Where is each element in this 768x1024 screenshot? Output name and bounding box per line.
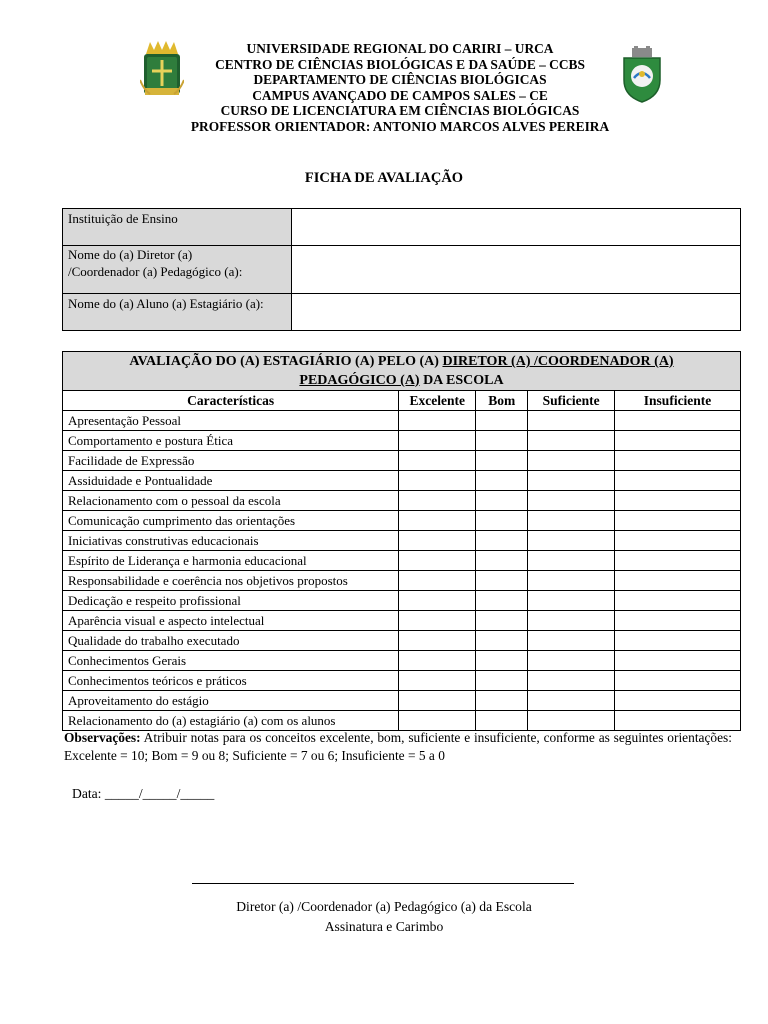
grade-cell-suficiente[interactable] [528,431,615,451]
characteristic-name: Facilidade de Expressão [63,451,399,471]
grade-cell-excelente[interactable] [399,551,476,571]
observations [64,729,732,765]
table-row [63,411,741,431]
signature-line [192,883,574,884]
table-row [63,711,741,731]
grade-cell-suficiente[interactable] [528,451,615,471]
grade-cell-bom[interactable] [476,591,528,611]
info-row-student [63,294,741,331]
grade-cell-bom[interactable] [476,451,528,471]
column-header-bom: Bom [476,391,528,411]
grade-cell-excelente[interactable] [399,671,476,691]
grade-cell-insuficiente[interactable] [615,711,741,731]
characteristic-name: Qualidade do trabalho executado [63,631,399,651]
grade-cell-bom[interactable] [476,631,528,651]
header-line: DEPARTAMENTO DE CIÊNCIAS BIOLÓGICAS [253,72,547,88]
date-line: Data: _____/_____/_____ [72,786,215,801]
characteristic-name: Responsabilidade e coerência nos objetivos propostos [63,571,399,591]
grade-cell-bom[interactable] [476,671,528,691]
characteristic-name: Conhecimentos teóricos e práticos [63,671,399,691]
evaluation-heading [63,352,741,391]
grade-cell-excelente[interactable] [399,591,476,611]
table-row [63,511,741,531]
column-header-excelente: Excelente [399,391,476,411]
info-row-director [63,246,741,294]
characteristic-name: Relacionamento do (a) estagiário (a) com os alunos [63,711,399,731]
characteristic-name: Apresentação Pessoal [63,411,399,431]
characteristic-name: Conhecimentos Gerais [63,651,399,671]
grade-cell-bom[interactable] [476,531,528,551]
ceara-state-seal-icon [620,46,664,104]
header-line: CAMPUS AVANÇADO DE CAMPOS SALES – CE [252,87,548,103]
grade-cell-excelente[interactable] [399,571,476,591]
grade-cell-suficiente[interactable] [528,631,615,651]
evaluation-heading-role: DIRETOR (A) /COORDENADOR (A) [442,354,674,369]
student-value[interactable] [292,294,741,331]
header-line: CENTRO DE CIÊNCIAS BIOLÓGICAS E DA SAÚDE – CCBS [215,56,585,72]
grade-cell-bom[interactable] [476,611,528,631]
evaluation-heading-tail: DA ESCOLA [419,373,504,388]
grade-cell-insuficiente[interactable] [615,511,741,531]
grade-cell-excelente[interactable] [399,451,476,471]
grade-cell-suficiente[interactable] [528,571,615,591]
column-header-row [63,391,741,411]
table-row [63,491,741,511]
grade-cell-insuficiente[interactable] [615,491,741,511]
institution-header [190,41,610,135]
grade-cell-insuficiente[interactable] [615,531,741,551]
table-row [63,531,741,551]
table-row [63,551,741,571]
table-row [63,471,741,491]
info-label: Nome do (a) Aluno (a) Estagiário (a): [63,294,292,331]
grade-cell-excelente[interactable] [399,431,476,451]
grade-cell-insuficiente[interactable] [615,691,741,711]
grade-cell-suficiente[interactable] [528,471,615,491]
grade-cell-insuficiente[interactable] [615,411,741,431]
table-row [63,671,741,691]
grade-cell-insuficiente[interactable] [615,631,741,651]
characteristic-name: Iniciativas construtivas educacionais [63,531,399,551]
grade-cell-bom[interactable] [476,571,528,591]
column-header-characteristics: Características [63,391,399,411]
table-row [63,431,741,451]
grade-cell-suficiente[interactable] [528,671,615,691]
director-value[interactable] [292,246,741,294]
grade-cell-suficiente[interactable] [528,551,615,571]
grade-cell-insuficiente[interactable] [615,611,741,631]
grade-cell-excelente[interactable] [399,531,476,551]
grade-cell-insuficiente[interactable] [615,431,741,451]
grade-cell-excelente[interactable] [399,511,476,531]
grade-cell-insuficiente[interactable] [615,651,741,671]
grade-cell-bom[interactable] [476,511,528,531]
grade-cell-insuficiente[interactable] [615,671,741,691]
grade-cell-suficiente[interactable] [528,651,615,671]
grade-cell-suficiente[interactable] [528,611,615,631]
grade-cell-suficiente[interactable] [528,491,615,511]
grade-cell-bom[interactable] [476,711,528,731]
info-label: Instituição de Ensino [63,209,292,246]
grade-cell-insuficiente[interactable] [615,451,741,471]
grade-cell-excelente[interactable] [399,651,476,671]
info-label-line: /Coordenador (a) Pedagógico (a): [68,264,243,279]
grade-cell-excelente[interactable] [399,471,476,491]
header-line: CURSO DE LICENCIATURA EM CIÊNCIAS BIOLÓGICAS [220,103,580,119]
signature-caption: Assinatura e Carimbo [324,919,444,934]
characteristic-name: Comunicação cumprimento das orientações [63,511,399,531]
grade-cell-suficiente[interactable] [528,711,615,731]
info-label [63,246,292,294]
characteristic-name: Assiduidade e Pontualidade [63,471,399,491]
info-fields-table [62,208,741,331]
grade-cell-excelente[interactable] [399,631,476,651]
table-row [63,451,741,471]
column-header-suficiente: Suficiente [528,391,615,411]
table-row [63,591,741,611]
document-title: FICHA DE AVALIAÇÃO [304,170,464,186]
grade-cell-bom[interactable] [476,411,528,431]
evaluation-heading-role2: PEDAGÓGICO (A) [299,373,420,388]
observations-label: Observações: [64,730,141,745]
urca-crest-icon [140,40,184,98]
header-line: UNIVERSIDADE REGIONAL DO CARIRI – URCA [246,41,554,56]
grade-cell-excelente[interactable] [399,411,476,431]
institution-value[interactable] [292,209,741,246]
grade-cell-excelente[interactable] [399,611,476,631]
grade-cell-suficiente[interactable] [528,511,615,531]
grade-cell-bom[interactable] [476,471,528,491]
grade-cell-bom[interactable] [476,651,528,671]
grade-cell-bom[interactable] [476,551,528,571]
info-row-institution [63,209,741,246]
characteristic-name: Espírito de Liderança e harmonia educacional [63,551,399,571]
evaluation-heading-text: AVALIAÇÃO DO (A) ESTAGIÁRIO (A) PELO (A) [129,354,443,369]
column-header-insuficiente: Insuficiente [615,391,741,411]
grade-cell-insuficiente[interactable] [615,571,741,591]
characteristic-name: Dedicação e respeito profissional [63,591,399,611]
table-row [63,631,741,651]
signature-role: Diretor (a) /Coordenador (a) Pedagógico (a) da Escola [236,899,532,914]
evaluation-heading-row [63,352,741,391]
info-label-line: Nome do (a) Diretor (a) [68,247,193,262]
grade-cell-suficiente[interactable] [528,691,615,711]
grade-cell-bom[interactable] [476,491,528,511]
characteristic-name: Aparência visual e aspecto intelectual [63,611,399,631]
grade-cell-insuficiente[interactable] [615,551,741,571]
table-row [63,571,741,591]
grade-cell-suficiente[interactable] [528,591,615,611]
grade-cell-bom[interactable] [476,431,528,451]
grade-cell-suficiente[interactable] [528,411,615,431]
header-line: PROFESSOR ORIENTADOR: ANTONIO MARCOS ALVES PEREIRA [190,118,610,134]
evaluation-table [62,351,741,731]
table-row [63,691,741,711]
grade-cell-suficiente[interactable] [528,531,615,551]
grade-cell-excelente[interactable] [399,491,476,511]
characteristic-name: Comportamento e postura Ética [63,431,399,451]
grade-cell-insuficiente[interactable] [615,591,741,611]
table-row [63,611,741,631]
characteristic-name: Aproveitamento do estágio [63,691,399,711]
observations-text: Atribuir notas para os conceitos excelente, bom, suficiente e insuficiente, conforme as seguintes orientações: Excelente = 10; Bom = 9 ou 8; Suficiente = 7 ou 6; Insuficiente = 5 a 0 [64,730,732,763]
grade-cell-excelente[interactable] [399,691,476,711]
grade-cell-excelente[interactable] [399,711,476,731]
grade-cell-bom[interactable] [476,691,528,711]
characteristic-name: Relacionamento com o pessoal da escola [63,491,399,511]
table-row [63,651,741,671]
grade-cell-insuficiente[interactable] [615,471,741,491]
